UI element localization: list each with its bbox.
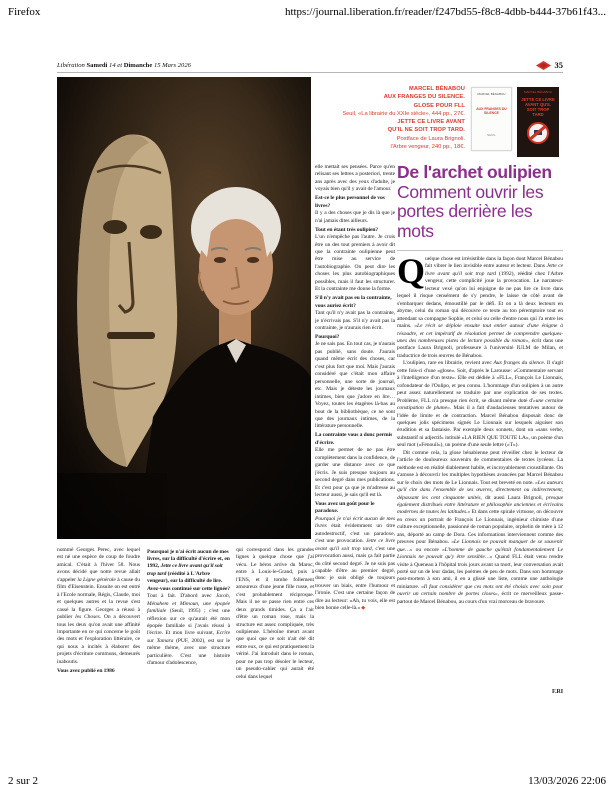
no-entry-sign-icon — [527, 122, 549, 144]
newspaper-page-number: 35 — [554, 60, 563, 70]
article-headline: De l'archet oulipien Comment ouvrir les portes derrière les mots — [397, 162, 552, 241]
drop-cap: Q — [397, 256, 425, 291]
interview-column-1: nommé Georges Perec, avec lequel est né une espèce de coup de foudre amical. C'était à l'hiver 58. Nous avons décidé que notre revue allait s'appeler la Ligne générale à cause du film d'Eisenstein. Ensuite on est entré à l'Ecole normale, Régis, Claude, moi et quelques autres et la revue s'est cassé la figure. Georges a réussi à publier les Choses. On a découvert tous les deux qu'on avait une affinité importante en ce qui concerne le goût des mots et l'exploration littéraire, ce qui nous a incités à élaborer des projets d'écriture communs, demeurés inaboutis. Vous avez publié en 1986 — [57, 547, 140, 674]
review-article — [397, 256, 563, 698]
cover-author: MARCEL BÉNABOU — [477, 92, 506, 96]
masthead-rule — [57, 72, 563, 73]
sign-bar — [529, 125, 546, 140]
review-byline: F.RI — [548, 689, 563, 696]
book-reference-block: MARCEL BÉNABOU AUX FRANGES DU SILENCE. GLOSE POUR FLL Seuil, «La librairie du XXIe siècle», 444 pp., 27€. JETTE CE LIVRE AVANT QU'IL NE SOIT TROP TARD. Postface de Laura Brignoli. l'Arbre vengeur, 240 pp., 18€. — [342, 86, 465, 151]
interview-column-3: qui correspond dans les grandes lignes à quelque chose que j'ai vécu. Le héros arrive du Maroc, entre à Louis-le-Grand, puis à l'ENS, et il tombe follement amoureux d'une jeune fille russe, et c'est probablement réciproque. Mais il ne se passe rien entre ces deux grands timides. Ça a l'air d'être un roman rose, mais la structure est assez compliquée, très oulipienne. L'héroïne meurt avant que quoi que ce soit n'ait été dit entre eux, ce qui est pratiquement la vérité. J'ai introduit dans le roman, pour ne pas trop désoler le lecteur, un pseudo-cahier qui aurait été celui dans lequel — [236, 547, 314, 680]
masthead-right — [536, 60, 564, 70]
print-header-app-title: Firefox — [8, 6, 41, 18]
print-header-url: https://journal.liberation.fr/reader/f247bd55-f8c8-4dbb-b444-37b61f43... — [284, 6, 606, 18]
cover-author: MARCEL BÉNABOU — [524, 90, 552, 94]
liberation-diamond-icon — [536, 61, 551, 70]
masthead-date: Libération Samedi 14 et Dimanche 15 Mars 2026 — [57, 61, 191, 69]
book-cover-arbre-vengeur — [517, 87, 559, 157]
print-footer-page-indicator: 2 sur 2 — [8, 775, 38, 787]
review-text: uelque chose est irrésistible dans la façon dont Marcel Bénabou fait vibrer le lien invisible entre auteur et lecteur. Dans Jette ce livre avant qu'il soit trop tard (1992), réédité chez l'Arbre vengeur, cette complicité joue la provocation. Le narrateur-lecteur vexé qu'on lui enjoigne de ne pas lire ce livre dans lequel il risque censément de s'y pendre, le laisse de côté avant de s'embarquer dedans, émoustillé par le défi. Et on a là deux lecteurs en abyme, celui du roman qui découvre ce texte au ton péremptoire tout en attendant sa compagne Sophie, et celui ou celle d'entre nous qui l'a entre les mains. «Le récit se déploie ensuite tout entier autour d'une énigme à résoudre, et cet impératif de résolution permet de comprendre quelques-unes des nombreuses pistes de lecture possible du roman», écrit dans une postface Laura Brignoli, professeure à l'université IULM de Milan, et traductrice de trois œuvres de Bénabou. L'oulipien, rare en librairie, revient avec Aux franges du silence. Il s'agit cette fois-ci d'une «glose». Soit, d'après le Larousse: «Commentaire servant à l'intelligence d'un texte». Elle est dédiée à «FLL», François Le Lionnais, cofondateur de l'Oulipo, et peu connu. L'hommage d'un oulipien à un autre peut assez naturellement se traduire par une explication de ses textes. Problème, FLL n'a presque rien écrit, se disant même doté d'«une certaine constipation de plume». Mais il a fait d'audacieuses tentatives autour de l'idée de limite et de contraction. Marcel Bénabou disposait donc de quelques jolis spécimens signés Le Lionnais sur lesquels aiguiser son érudition et sa fantaisie. Par exemple deux sonnets, dont un «sans verbe, substantif ni adjectif» intitulé «LA RIEN QUE TOUTE LA», un poème d'un seul mot («Fenouil»), un poème d'une seule lettre («T»). Dit comme cela, la glose bénabienne peut réveiller chez le lecteur de l'article de douloureux souvenirs de commentaires de textes lycéens. La méthode est en réalité diablement habile, et incroyablement croustillante. On s'amuse à découvrir les multiples hypothèses avancées par Marcel Bénabou sur le choix des mots de Le Lionnais. Tout est breveté en note. «Les auteurs qu'il cite dans l'ensemble de ses œuvres, directement ou indirectement, dépassant les cent cinquante unités, dit aussi Laura Brignoli, presque également distribués entre littérature et philosophie anciennes et écrivains modernes de toutes les latitudes.» Et dans cette spirale virtuose, on découvre en creux un portrait de François Le Lionnais, ingénieur chimiste d'une culture exceptionnelle, passionné de roman populaire, orphelin de mère à 12 ans, déporté au camp de Dora. Ces informations interviennent comme des preuves pour Bénabou. «Le Lionnais ne pouvait manquer de se souvenir que…» ou encore «L'homme de gauche qu'était fondamentalement Le Lionnais ne pouvait qu'y être sensible…» Quand FLL était venu rendre visite à Queneau à l'hôpital trois jours avant sa mort, leur conversation avait porté sur un de leur dadas, les poèmes de peu de mots. Dans son hommage post-mortem à son ami, il en a glissé une liste, comme une anthologie miniature. «Il faut considérer que ces mots ont été choisis avec soin pour ouvrir un certain nombre de portes closes», écrit ce merveilleux passe-partout de Marcel Bénabou, au cours d'un vrai morceau de bravoure. — [397, 256, 563, 605]
headline-rule — [397, 250, 563, 251]
interview-column-4: elle mettait ses pensées. Parce qu'en relisant ses lettres a posteriori, trente ans après avec des yeux d'adulte, je voyais bien qu'il y avait de l'amour. Est-ce le plus personnel de vos livres? Il y a des choses que je dis là que je n'ai jamais dites ailleurs. Tout en étant très oulipien? L'un n'empêche pas l'autre. Je crois être un des tout premiers à avoir dit que la contrainte oulipienne peut être mise au service de l'autobiographie. On peut dire les choses les plus autobiographiques possibles, mais il faut les structurer. Et la contrainte me donne la forme. S'il n'y avait pas eu la contrainte, vous auriez écrit? Tant qu'il n'y avait pas la contrainte, je n'écrivais pas. S'il n'y avait pas la contrainte, je n'aurais rien écrit. Pourquoi? Je ne sais pas. En tout cas, je n'aurais pas publié, sans doute. J'aurais quand même écrit des choses, car c'est plus fort que moi. Mais j'aurais considéré que c'était mon affaire personnelle, une sorte de journal, etc. Mais je déteste les journaux intimes, bien que j'adore en lire… Voyez, toutes les étagères là-bas au bout de la bibliothèque, ce ne sont que des journaux intimes, de la littérature personnelle. La contrainte vous a donc permis d'écrire. Elle me permet de ne pas être complètement dans la confidence, de garder une distance avec ce que j'écris. Je suis presque toujours au second degré dans mes publications. Et c'est pour ça que je m'adresse au lecteur aussi, je sais qu'il est là. Vous avez un goût pour le paradoxe. Pourquoi je n'ai écrit aucun de mes livres était évidemment un titre autodestructif, c'est un paradoxe, c'est une provocation. Jette ce livre avant qu'il soit trop tard, c'est une provocation aussi, mais ça fait partie du côté second degré. Je ne suis pas capable d'être au premier degré, donc je suis obligé de toujours trouver un biais, entre l'humour et l'ironie. C'est une certaine façon de dire au lecteur: «Ah, tu vois, elle est bien bonne celle-là.» ◆ — [315, 164, 395, 612]
cover-title: JETTE CE LIVRE AVANT QU'IL SOIT TROP TARD — [521, 97, 555, 118]
masthead — [57, 59, 563, 71]
cover-title: AUX FRANGES DU SILENCE — [476, 106, 507, 115]
interview-column-2: Pourquoi je n'ai écrit aucun de mes livres, sur la difficulté d'écrire et, en 1992, Jette ce livre avant qu'il soit trop tard (réédité à L'Arbre vengeur), sur la difficulté de lire. Avez-vous continué sur cette lignée? Tout à fait. D'abord avec Jacob, Ménahem et Mimoun, une épopée familiale (Seuil, 1995) ; c'est une réflexion sur ce qu'aurait été mon épopée familiale si j'avais réussi à l'écrire. Et mon livre suivant, Ecrire sur Tamara (PUF, 2002), est sur le même thème, avec une structure particulière. C'est une histoire d'amour d'adolescence, — [147, 548, 230, 667]
cover-publisher: SEUIL — [487, 132, 496, 137]
portrait-photo-illustration — [57, 77, 311, 539]
book-cover-seuil — [471, 87, 512, 151]
portrait-photo — [57, 77, 311, 539]
print-footer-timestamp: 13/03/2026 22:06 — [528, 775, 606, 787]
